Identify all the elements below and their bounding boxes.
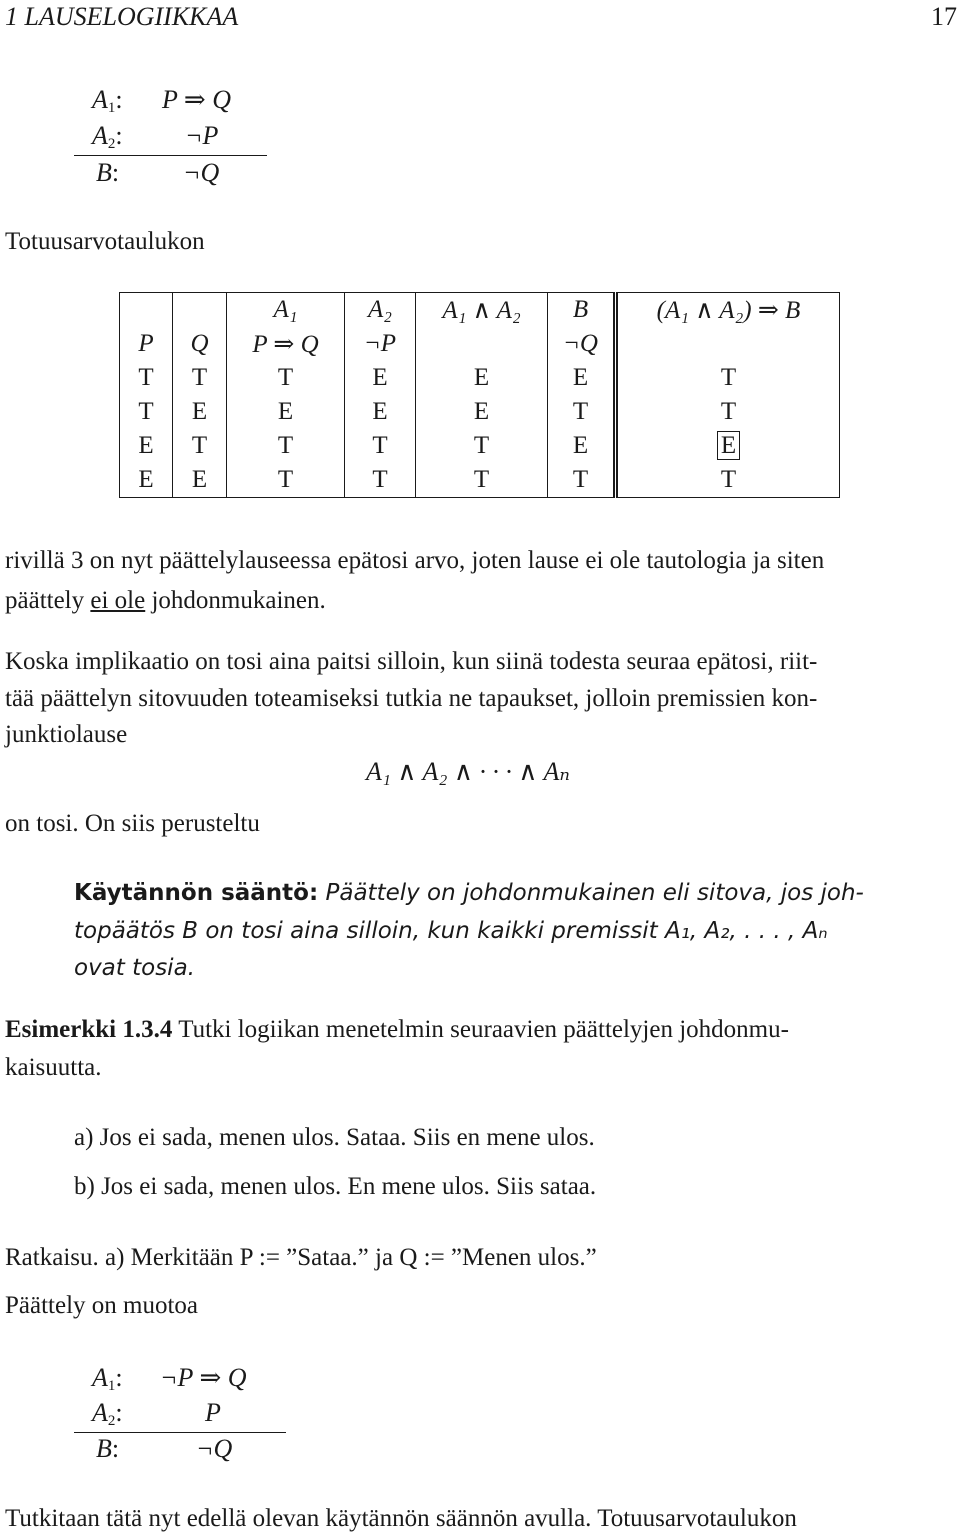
- q-definition: Q := ”Menen ulos.”: [399, 1244, 597, 1271]
- conclusion-b: B:: [96, 158, 120, 187]
- header-cell: B: [548, 293, 616, 328]
- table-cell: T: [173, 429, 227, 463]
- premise-a2-formula: ¬P: [185, 121, 219, 150]
- conclusion-b: B:: [96, 1434, 120, 1463]
- premise-a1-formula: P ⇒ Q: [162, 85, 231, 114]
- rule-line-1: Käytännön sääntö: Päättely on johdonmukainen eli sitova, jos joh-: [74, 880, 864, 906]
- table-cell: E: [173, 463, 227, 498]
- koska-line-4: on tosi. On siis perusteltu: [5, 810, 260, 837]
- table-cell: T: [345, 463, 416, 498]
- underlined-text: ei ole: [90, 587, 146, 614]
- header-cell: P ⇒ Q: [227, 327, 345, 361]
- table-cell: E: [173, 395, 227, 429]
- table-cell: E: [548, 429, 616, 463]
- table-row: [120, 361, 840, 395]
- table-row: [120, 395, 840, 429]
- table-cell: E: [416, 395, 548, 429]
- header-cell: Q: [173, 327, 227, 361]
- table-row: [120, 463, 840, 498]
- example-line-1: Esimerkki 1.3.4 Tutki logiikan menetelmin seuraavien päättelyjen johdonmu-: [5, 1016, 789, 1043]
- table-cell: T: [173, 361, 227, 395]
- conclusion-line-2: päättely ei ole johdonmukainen.: [5, 587, 326, 614]
- table-cell: E: [227, 395, 345, 429]
- header-cell: A₁: [227, 293, 345, 328]
- table-cell: T: [616, 361, 840, 395]
- p-definition: P := ”Sataa.”: [239, 1244, 369, 1271]
- header-cell: A₂: [345, 293, 416, 328]
- header-cell: (A₁ ∧ A₂) ⇒ B: [616, 293, 840, 328]
- header-cell: [616, 327, 840, 361]
- table-cell: T: [120, 361, 173, 395]
- header-cell: ¬Q: [548, 327, 616, 361]
- boxed-false-value: E: [717, 431, 740, 460]
- premise-a1: $A_1$:: [92, 85, 123, 116]
- rule-line-3: ovat tosia.: [74, 955, 195, 981]
- footer-line: Tutkitaan tätä nyt edellä olevan käytännön säännön avulla. Totuusarvotaulukon: [5, 1505, 797, 1532]
- premise-a1: $A_1$:: [92, 1363, 123, 1394]
- koska-line-3: junktiolause: [5, 721, 128, 748]
- header-cell: P: [120, 327, 173, 361]
- example-item-b: b) Jos ei sada, menen ulos. En mene ulos. Siis sataa.: [74, 1173, 597, 1200]
- premise-a1-formula: ¬P ⇒ Q: [160, 1363, 247, 1392]
- truth-table: [119, 292, 840, 498]
- koska-line-2: tää päättelyn sitovuuden toteamiseksi tutkia ne tapaukset, jolloin premissien kon-: [5, 685, 818, 712]
- header-cell: [173, 293, 227, 328]
- table-cell: T: [345, 429, 416, 463]
- example-title: Esimerkki 1.3.4: [5, 1016, 173, 1043]
- conjunction-formula: A₁ ∧ A₂ ∧ · · · ∧ Aₙ: [366, 757, 570, 786]
- conclusion-b-formula: ¬Q: [183, 158, 220, 187]
- table-cell: T: [548, 463, 616, 498]
- table-cell: T: [548, 395, 616, 429]
- intro-text: Totuusarvotaulukon: [5, 228, 205, 255]
- solution-line-1: Ratkaisu. a) Merkitään P := ”Sataa.” ja Q := ”Menen ulos.”: [5, 1244, 597, 1271]
- table-cell: E: [345, 361, 416, 395]
- table-row: [120, 429, 840, 463]
- table-cell: T: [616, 395, 840, 429]
- solution-line-2: Päättely on muotoa: [5, 1292, 199, 1319]
- table-cell: E: [120, 463, 173, 498]
- table-cell: T: [416, 463, 548, 498]
- premise-a2-formula: P: [205, 1398, 221, 1427]
- table-header-row-1: [120, 293, 840, 328]
- example-item-a: a) Jos ei sada, menen ulos. Sataa. Siis en mene ulos.: [74, 1124, 595, 1151]
- table-cell: T: [416, 429, 548, 463]
- premise-a2: $A_2$:: [92, 121, 123, 152]
- table-cell: T: [227, 361, 345, 395]
- table-cell: E: [120, 429, 173, 463]
- premise-a2: $A_2$:: [92, 1398, 123, 1429]
- inference-line: [74, 1432, 286, 1433]
- conclusion-b-formula: ¬Q: [196, 1434, 233, 1463]
- table-cell-highlight: [616, 429, 840, 463]
- rule-line-2: topäätös B on tosi aina silloin, kun kaikki premissit A₁, A₂, . . . , Aₙ: [74, 918, 828, 944]
- header-cell: ¬P: [345, 327, 416, 361]
- koska-line-1: Koska implikaatio on tosi aina paitsi silloin, kun siinä todesta seuraa epätosi, riit-: [5, 648, 818, 675]
- table-cell: T: [227, 429, 345, 463]
- header-cell: [120, 293, 173, 328]
- conclusion-line-1: rivillä 3 on nyt päättelylauseessa epätosi arvo, joten lause ei ole tautologia ja siten: [5, 547, 825, 574]
- table-cell: T: [120, 395, 173, 429]
- table-cell: E: [345, 395, 416, 429]
- page-number: 17: [931, 2, 957, 31]
- inference-line: [74, 155, 267, 156]
- example-line-2: kaisuutta.: [5, 1054, 102, 1081]
- header-cell: A₁ ∧ A₂: [416, 293, 548, 328]
- chapter-title: 1 LAUSELOGIIKKAA: [5, 2, 239, 31]
- rule-title: Käytännön sääntö:: [74, 880, 319, 906]
- header-cell: [416, 327, 548, 361]
- table-header-row-2: [120, 327, 840, 361]
- table-cell: E: [416, 361, 548, 395]
- table-cell: E: [548, 361, 616, 395]
- table-cell: T: [616, 463, 840, 498]
- table-cell: T: [227, 463, 345, 498]
